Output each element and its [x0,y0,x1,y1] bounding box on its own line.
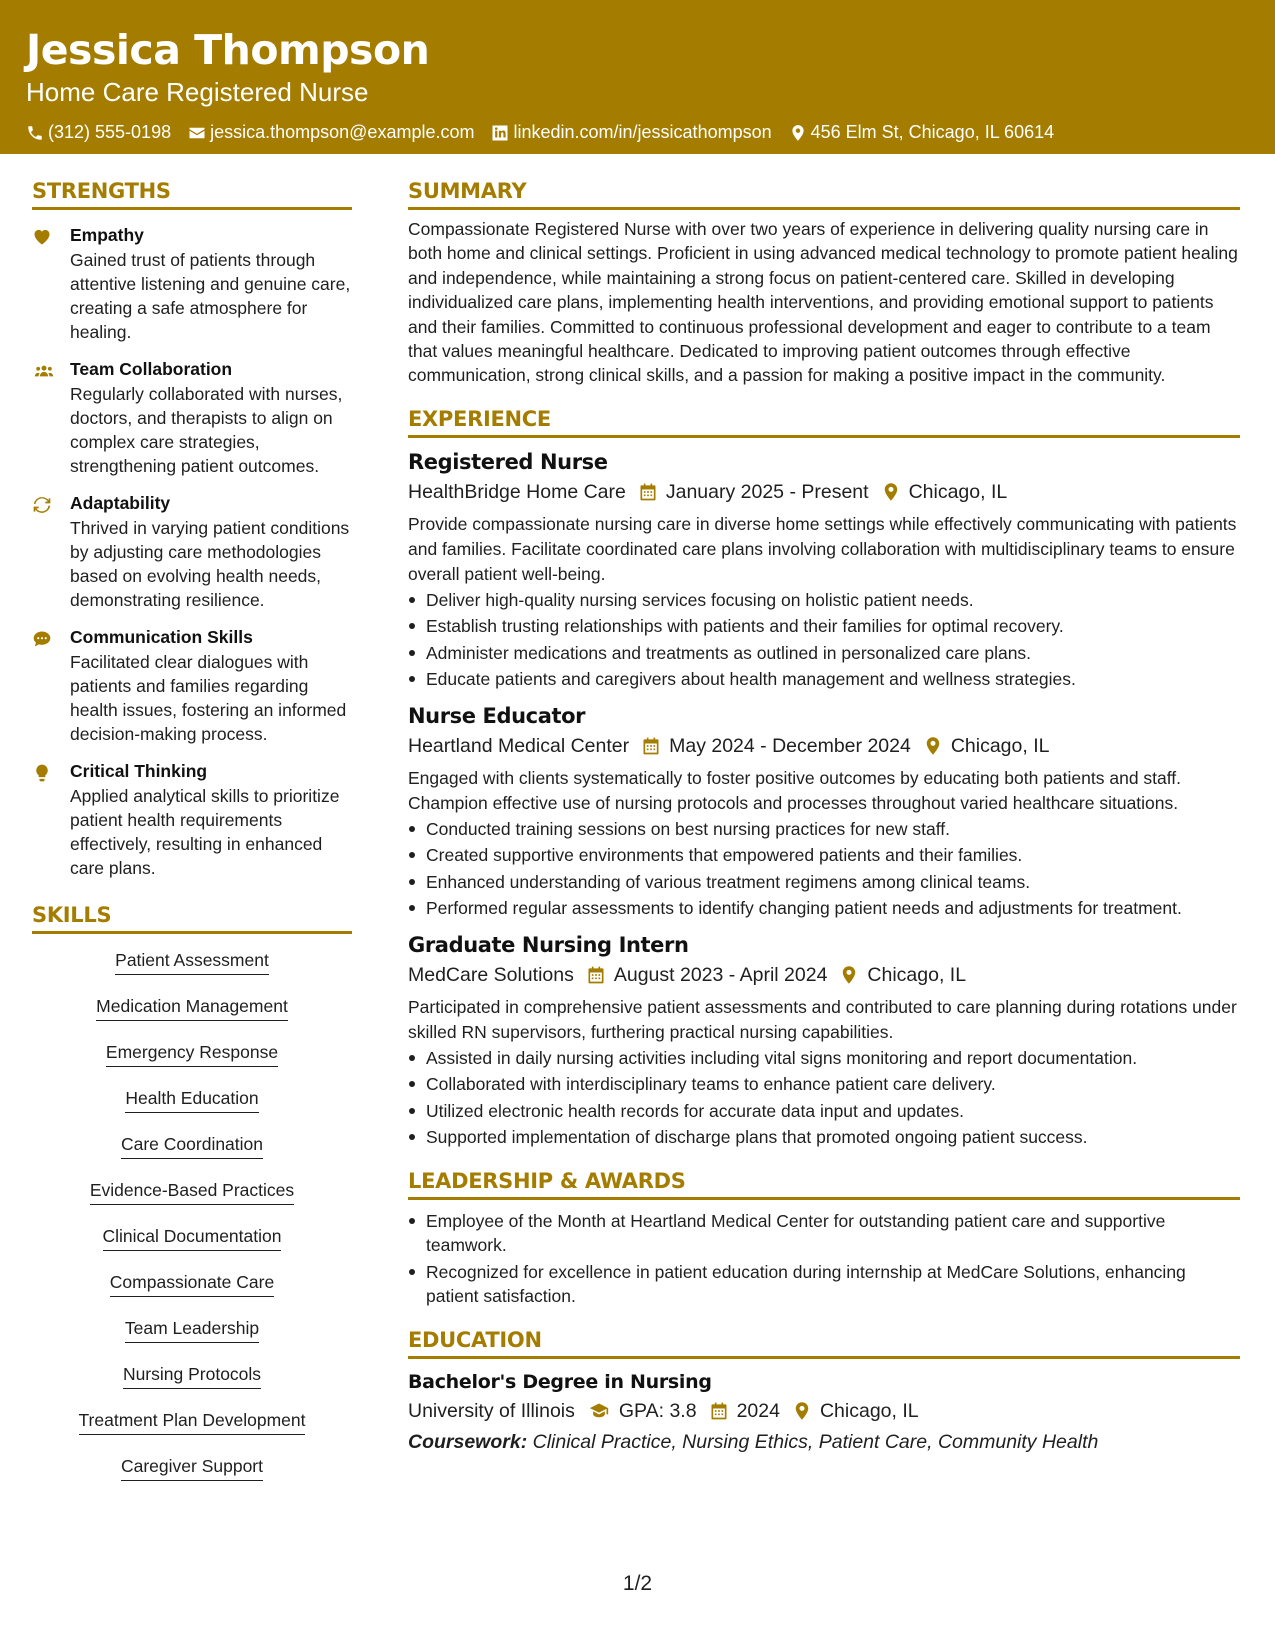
bullet-item: Assisted in daily nursing activities including vital signs monitoring and report documentation. [408,1046,1240,1071]
strength-item [32,760,352,880]
strengths-heading: STRENGTHS [32,178,352,210]
email-text: jessica.thompson@example.com [210,122,475,142]
skill-item: Medication Management [96,994,288,1021]
job-company: MedCare Solutions [408,963,574,986]
job-bullets [408,1046,1240,1150]
candidate-name: Jessica Thompson [26,26,430,74]
job-meta [408,477,1240,507]
skill-item: Care Coordination [121,1132,263,1159]
job-dates: May 2024 - December 2024 [669,734,911,757]
phone-icon [26,124,44,142]
calendar-icon [586,965,606,985]
strength-item [32,224,352,344]
job-location: Chicago, IL [950,734,1050,757]
contact-linkedin[interactable] [491,122,771,143]
summary-text: Compassionate Registered Nurse with over two years of experience in delivering quality nursing care in both home and clinical settings. Proficient in using advanced medical technology to promote patient healing and independence, while maintaining a strong focus on patient-centered care. Skilled in developing individualized care plans, implementing health interventions, and providing emotional support to patients and their families. Committed to continuous professional development and eager to contribute to a team that values meaningful healthcare. Dedicated to improving patient outcomes through effective communication, strong clinical skills, and a passion for making a positive impact in the community. [408,219,1238,386]
education-meta [408,1396,1240,1426]
job-title: Graduate Nursing Intern [408,932,689,957]
skill-item: Evidence-Based Practices [90,1178,294,1205]
school-name: University of Illinois [408,1399,575,1422]
calendar-icon [638,482,658,502]
skill-item: Caregiver Support [121,1454,263,1481]
bullet-item: Enhanced understanding of various treatment regimens among clinical teams. [408,870,1240,895]
education-heading: EDUCATION [408,1327,1240,1359]
map-marker-icon [839,965,859,985]
gpa: GPA: 3.8 [618,1399,697,1422]
bullet-item: Utilized electronic health records for accurate data input and updates. [408,1099,1240,1124]
job-dates: August 2023 - April 2024 [613,963,828,986]
awards-section [408,1168,1240,1309]
job-subtitle: Home Care Registered Nurse [26,77,369,107]
skill-item: Team Leadership [125,1316,259,1343]
job-bullets [408,588,1240,692]
envelope-icon [188,124,206,142]
strength-item [32,492,352,612]
strength-desc: Facilitated clear dialogues with patients and families regarding health issues, fostering an informed decision-making process. [70,652,347,744]
job-meta [408,731,1240,761]
job-dates: January 2025 - Present [665,480,869,503]
map-marker-icon [792,1401,812,1421]
phone-text: (312) 555-0198 [48,122,172,142]
bullet-item: Collaborated with interdisciplinary teams to enhance patient care delivery. [408,1072,1240,1097]
map-marker-icon [881,482,901,502]
job-meta [408,960,1240,990]
strength-desc: Regularly collaborated with nurses, doctors, and therapists to align on complex care strategies, strengthening patient outcomes. [70,384,343,476]
award-item: Recognized for excellence in patient education during internship at MedCare Solutions, enhancing patient satisfaction. [408,1260,1240,1309]
award-item: Employee of the Month at Heartland Medical Center for outstanding patient care and supportive teamwork. [408,1209,1240,1258]
strength-desc: Thrived in varying patient conditions by adjusting care methodologies based on evolving health needs, demonstrating resilience. [70,518,350,610]
lightbulb-icon [32,763,52,783]
bullet-item: Educate patients and caregivers about health management and wellness strategies. [408,667,1240,692]
bullet-item: Performed regular assessments to identify changing patient needs and adjustments for treatment. [408,896,1240,921]
strength-item [32,358,352,478]
job-title: Registered Nurse [408,449,608,474]
strength-item [32,626,352,746]
strength-title: Adaptability [70,493,171,513]
contact-address [789,122,1054,143]
strength-title: Critical Thinking [70,761,208,781]
chat-icon [32,629,52,649]
awards-heading: LEADERSHIP & AWARDS [408,1168,1240,1200]
coursework [408,1427,1240,1457]
job-desc: Engaged with clients systematically to foster positive outcomes by educating both patients and staff. Champion effective use of nursing protocols and processes throughout varied healthcare situations. [408,767,1182,813]
job-desc: Provide compassionate nursing care in diverse home settings while effectively communicating with patients and families. Facilitate coordinated care plans involving collaboration with multidisciplinary teams to ensure overall patient well-being. [408,513,1237,584]
skill-item: Clinical Documentation [103,1224,282,1251]
map-marker-icon [923,736,943,756]
contact-bar [26,122,1249,143]
contact-phone[interactable] [26,122,171,143]
summary-heading: SUMMARY [408,178,1240,210]
resume-header [0,0,1275,154]
bullet-item: Deliver high-quality nursing services focusing on holistic patient needs. [408,588,1240,613]
address-text: 456 Elm St, Chicago, IL 60614 [810,122,1055,142]
job-entry [408,702,1240,921]
job-title: Nurse Educator [408,703,586,728]
job-location: Chicago, IL [908,480,1008,503]
bullet-item: Conducted training sessions on best nursing practices for new staff. [408,817,1240,842]
page-number: 1/2 [622,1572,653,1595]
linkedin-text: linkedin.com/in/jessicathompson [513,122,772,142]
strength-title: Team Collaboration [70,359,233,379]
strength-title: Communication Skills [70,627,253,647]
coursework-list: Clinical Practice, Nursing Ethics, Patient Care, Community Health [532,1430,1099,1453]
heart-icon [32,227,52,247]
job-company: HealthBridge Home Care [408,480,626,503]
degree-title: Bachelor's Degree in Nursing [408,1370,712,1393]
right-column [408,178,1240,1457]
sync-icon [32,495,52,515]
bullet-item: Created supportive environments that empowered patients and their families. [408,843,1240,868]
map-marker-icon [789,124,807,142]
skills-heading: SKILLS [32,902,352,934]
skill-item: Health Education [125,1086,258,1113]
experience-heading: EXPERIENCE [408,406,1240,438]
calendar-icon [641,736,661,756]
graduation-cap-icon [587,1401,611,1421]
strength-desc: Applied analytical skills to prioritize patient health requirements effectively, resulting in enhanced care plans. [70,786,340,878]
graduation-year: 2024 [736,1399,780,1422]
education-location: Chicago, IL [819,1399,919,1422]
bullet-item: Administer medications and treatments as outlined in personalized care plans. [408,641,1240,666]
experience-section [408,406,1240,1150]
calendar-icon [709,1401,729,1421]
education-section [408,1327,1240,1457]
bullet-item: Supported implementation of discharge plans that promoted ongoing patient success. [408,1125,1240,1150]
skill-item: Patient Assessment [115,948,269,975]
left-column [32,178,352,1500]
strength-title: Empathy [70,225,144,245]
job-company: Heartland Medical Center [408,734,630,757]
linkedin-icon [491,124,509,142]
skill-item: Nursing Protocols [123,1362,261,1389]
contact-email[interactable] [188,122,474,143]
skill-item: Emergency Response [106,1040,278,1067]
coursework-label: Coursework: [408,1430,528,1453]
job-location: Chicago, IL [867,963,967,986]
skill-item: Compassionate Care [110,1270,274,1297]
strength-desc: Gained trust of patients through attentive listening and genuine care, creating a safe atmosphere for healing. [70,250,351,342]
skills-list [32,948,352,1500]
users-icon [32,361,56,381]
job-desc: Participated in comprehensive patient assessments and contributed to care planning during rotations under skilled RN supervisors, furthering practical nursing capabilities. [408,996,1237,1042]
job-entry [408,448,1240,692]
job-entry [408,931,1240,1150]
bullet-item: Establish trusting relationships with patients and their families for optimal recovery. [408,614,1240,639]
awards-list [408,1209,1240,1309]
skill-item: Treatment Plan Development [79,1408,306,1435]
job-bullets [408,817,1240,921]
